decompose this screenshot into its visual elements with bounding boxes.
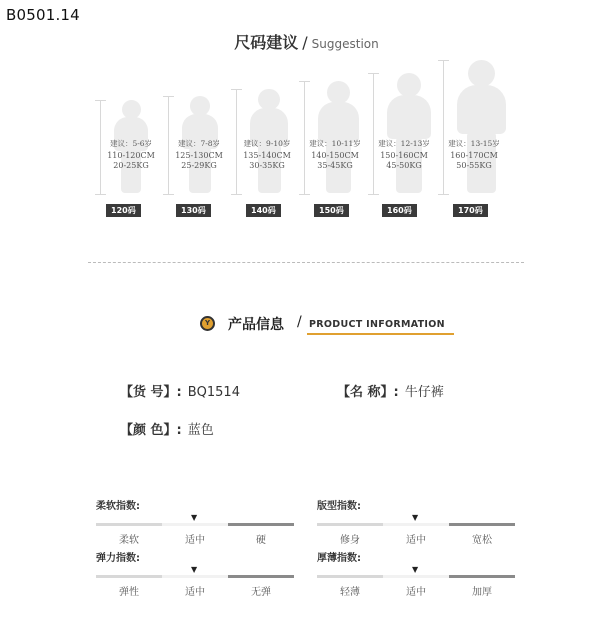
index-option-label: 柔软 — [119, 535, 139, 546]
size-title-slash: / — [302, 33, 308, 52]
index-option-label: 轻薄 — [340, 587, 360, 598]
index-segment — [317, 523, 383, 526]
index-title: 版型指数: — [317, 501, 361, 512]
height-range: 125-130CM — [175, 151, 223, 160]
index-option-label: 加厚 — [472, 587, 492, 598]
item-number-value: BQ1514 — [187, 385, 240, 400]
index-segment — [449, 575, 515, 578]
size-suggestion-title — [0, 30, 613, 53]
index-segment — [162, 575, 228, 578]
size-title-en: Suggestion — [311, 37, 379, 51]
item-number-field — [120, 381, 240, 400]
height-range: 160-170CM — [450, 151, 498, 160]
age-recommendation: 建议：5-6岁 — [109, 139, 153, 148]
index-segment — [383, 575, 449, 578]
index-segment — [96, 575, 162, 578]
color-field — [120, 419, 214, 438]
index-segment — [228, 575, 294, 578]
product-info-title-en: PRODUCT INFORMATION — [309, 319, 445, 330]
weight-range: 20-25KG — [113, 161, 149, 170]
index-option-label: 修身 — [340, 535, 360, 546]
weight-range: 30-35KG — [249, 161, 285, 170]
height-range: 110-120CM — [107, 151, 155, 160]
index-scale-1 — [96, 497, 294, 545]
color-value: 蓝色 — [187, 423, 214, 438]
index-segment — [383, 523, 449, 526]
index-title: 弹力指数: — [96, 553, 140, 564]
index-option-label: 无弹 — [251, 587, 271, 598]
weight-range: 25-29KG — [181, 161, 217, 170]
size-tag: 170码 — [453, 204, 488, 217]
product-info-title-slash: / — [297, 314, 302, 330]
index-scale-3 — [96, 549, 294, 597]
index-option-label: 适中 — [406, 535, 426, 546]
size-tag: 140码 — [246, 204, 281, 217]
index-scale-2 — [317, 497, 515, 545]
child-silhouette-icon — [387, 73, 431, 195]
product-info-icon: Y — [200, 316, 215, 331]
size-recommendation — [373, 138, 435, 170]
product-code: B0501.14 — [6, 6, 80, 24]
product-name-field — [337, 381, 444, 400]
size-recommendation — [168, 138, 230, 170]
index-segment — [317, 575, 383, 578]
index-segment — [449, 523, 515, 526]
size-tag: 130码 — [176, 204, 211, 217]
age-recommendation: 建议：7-8岁 — [177, 139, 221, 148]
index-option-label: 弹性 — [119, 587, 139, 598]
age-recommendation: 建议：12-13岁 — [378, 139, 430, 148]
index-segment — [228, 523, 294, 526]
size-title-cn: 尺码建议 — [234, 33, 299, 52]
index-segment — [162, 523, 228, 526]
indicator-arrow-icon: ▼ — [412, 565, 419, 574]
weight-range: 45-50KG — [386, 161, 422, 170]
index-option-label: 适中 — [185, 535, 205, 546]
age-recommendation: 建议：9-10岁 — [243, 139, 291, 148]
item-number-label: 【货 号】: — [120, 385, 182, 400]
product-info-title-cn: 产品信息 — [228, 317, 284, 333]
index-title: 厚薄指数: — [317, 553, 361, 564]
height-scale — [373, 73, 374, 195]
size-tag: 150码 — [314, 204, 349, 217]
index-option-label: 适中 — [406, 587, 426, 598]
index-scale-4 — [317, 549, 515, 597]
index-option-label: 硬 — [256, 535, 266, 546]
size-tag: 160码 — [382, 204, 417, 217]
indicator-arrow-icon: ▼ — [191, 513, 198, 522]
height-scale — [443, 60, 444, 195]
height-range: 140-150CM — [311, 151, 359, 160]
size-tag: 120码 — [106, 204, 141, 217]
index-option-label: 宽松 — [472, 535, 492, 546]
height-range: 135-140CM — [243, 151, 291, 160]
product-info-underline — [307, 333, 454, 335]
weight-range: 35-45KG — [317, 161, 353, 170]
height-range: 150-160CM — [380, 151, 428, 160]
index-title: 柔软指数: — [96, 501, 140, 512]
age-recommendation: 建议：10-11岁 — [309, 139, 361, 148]
size-recommendation — [304, 138, 366, 170]
indicator-arrow-icon: ▼ — [191, 565, 198, 574]
age-recommendation: 建议：13-15岁 — [448, 139, 500, 148]
product-name-value: 牛仔裤 — [404, 385, 444, 400]
child-silhouette-icon — [457, 60, 506, 195]
size-recommendation — [443, 138, 505, 170]
weight-range: 50-55KG — [456, 161, 492, 170]
index-option-label: 适中 — [185, 587, 205, 598]
size-recommendation — [236, 138, 298, 170]
color-label: 【颜 色】: — [120, 423, 182, 438]
size-recommendation — [100, 138, 162, 170]
indicator-arrow-icon: ▼ — [412, 513, 419, 522]
product-name-label: 【名 称】: — [337, 385, 399, 400]
index-segment — [96, 523, 162, 526]
section-divider — [88, 262, 524, 263]
